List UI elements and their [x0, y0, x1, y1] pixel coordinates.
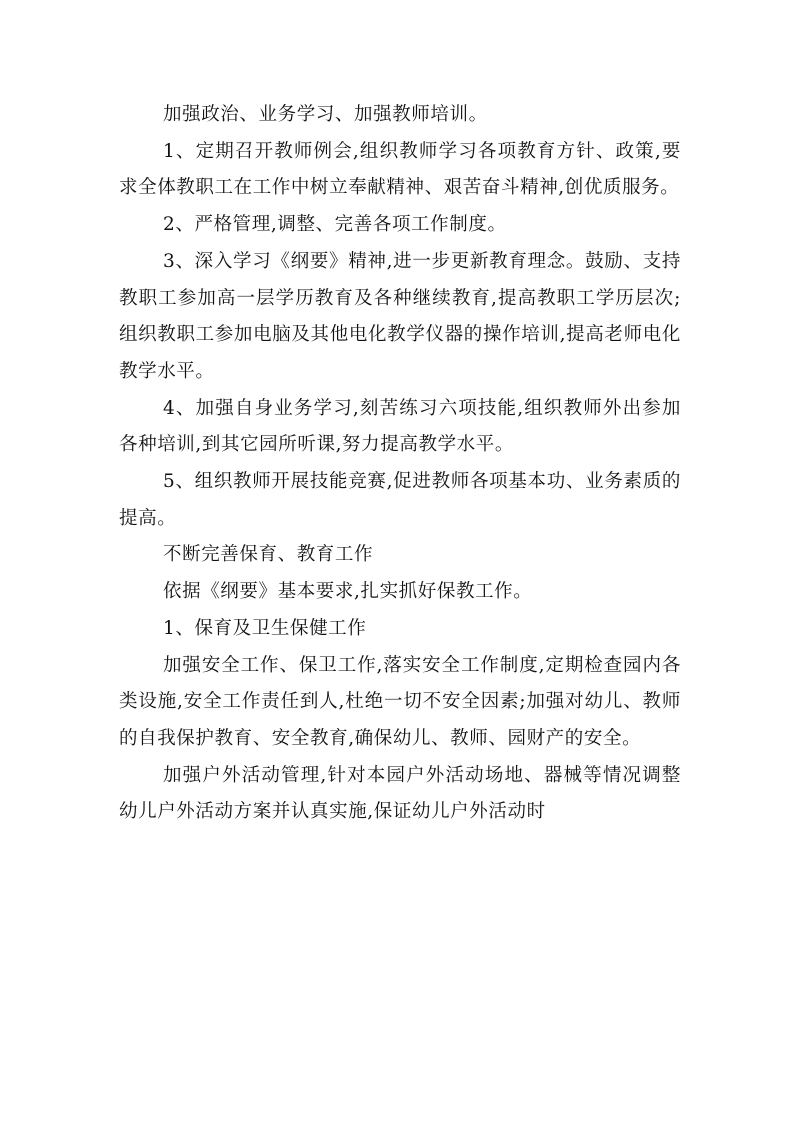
document-body	[119, 97, 681, 831]
paragraph-4: 3、深入学习《纲要》精神,进一步更新教育理念。鼓励、支持教职工参加高一层学历教育及各种继续教育,提高教职工学历层次;组织教职工参加电脑及其他电化教学仪器的操作培训,提高老师电化教学水平。	[119, 250, 681, 382]
paragraph-1: 加强政治、业务学习、加强教师培训。	[163, 104, 488, 125]
paragraph-11: 加强户外活动管理,针对本园户外活动场地、器械等情况调整幼儿户外活动方案并认真实施,保证幼儿户外活动时	[119, 764, 681, 823]
section-heading-care-education: 不断完善保育、教育工作	[163, 544, 374, 566]
paragraph-6: 5、组织教师开展技能竞赛,促进教师各项基本功、业务素质的提高。	[119, 471, 681, 529]
paragraph-3: 2、严格管理,调整、完善各项工作制度。	[163, 214, 507, 236]
paragraph-8: 依据《纲要》基本要求,扎实抓好保教工作。	[163, 581, 533, 603]
paragraph-5: 4、加强自身业务学习,刻苦练习六项技能,组织教师外出参加各种培训,到其它园所听课,努力提高教学水平。	[119, 397, 681, 456]
subsection-heading-health-care: 1、保育及卫生保健工作	[163, 617, 367, 639]
paragraph-10: 加强安全工作、保卫工作,落实安全工作制度,定期检查园内各类设施,安全工作责任到人,杜绝一切不安全因素;加强对幼儿、教师的自我保护教育、安全教育,确保幼儿、教师、园财产的安全。	[119, 654, 681, 749]
paragraph-2: 1、定期召开教师例会,组织教师学习各项教育方针、政策,要求全体教职工在工作中树立奉献精神、艰苦奋斗精神,创优质服务。	[119, 140, 681, 199]
